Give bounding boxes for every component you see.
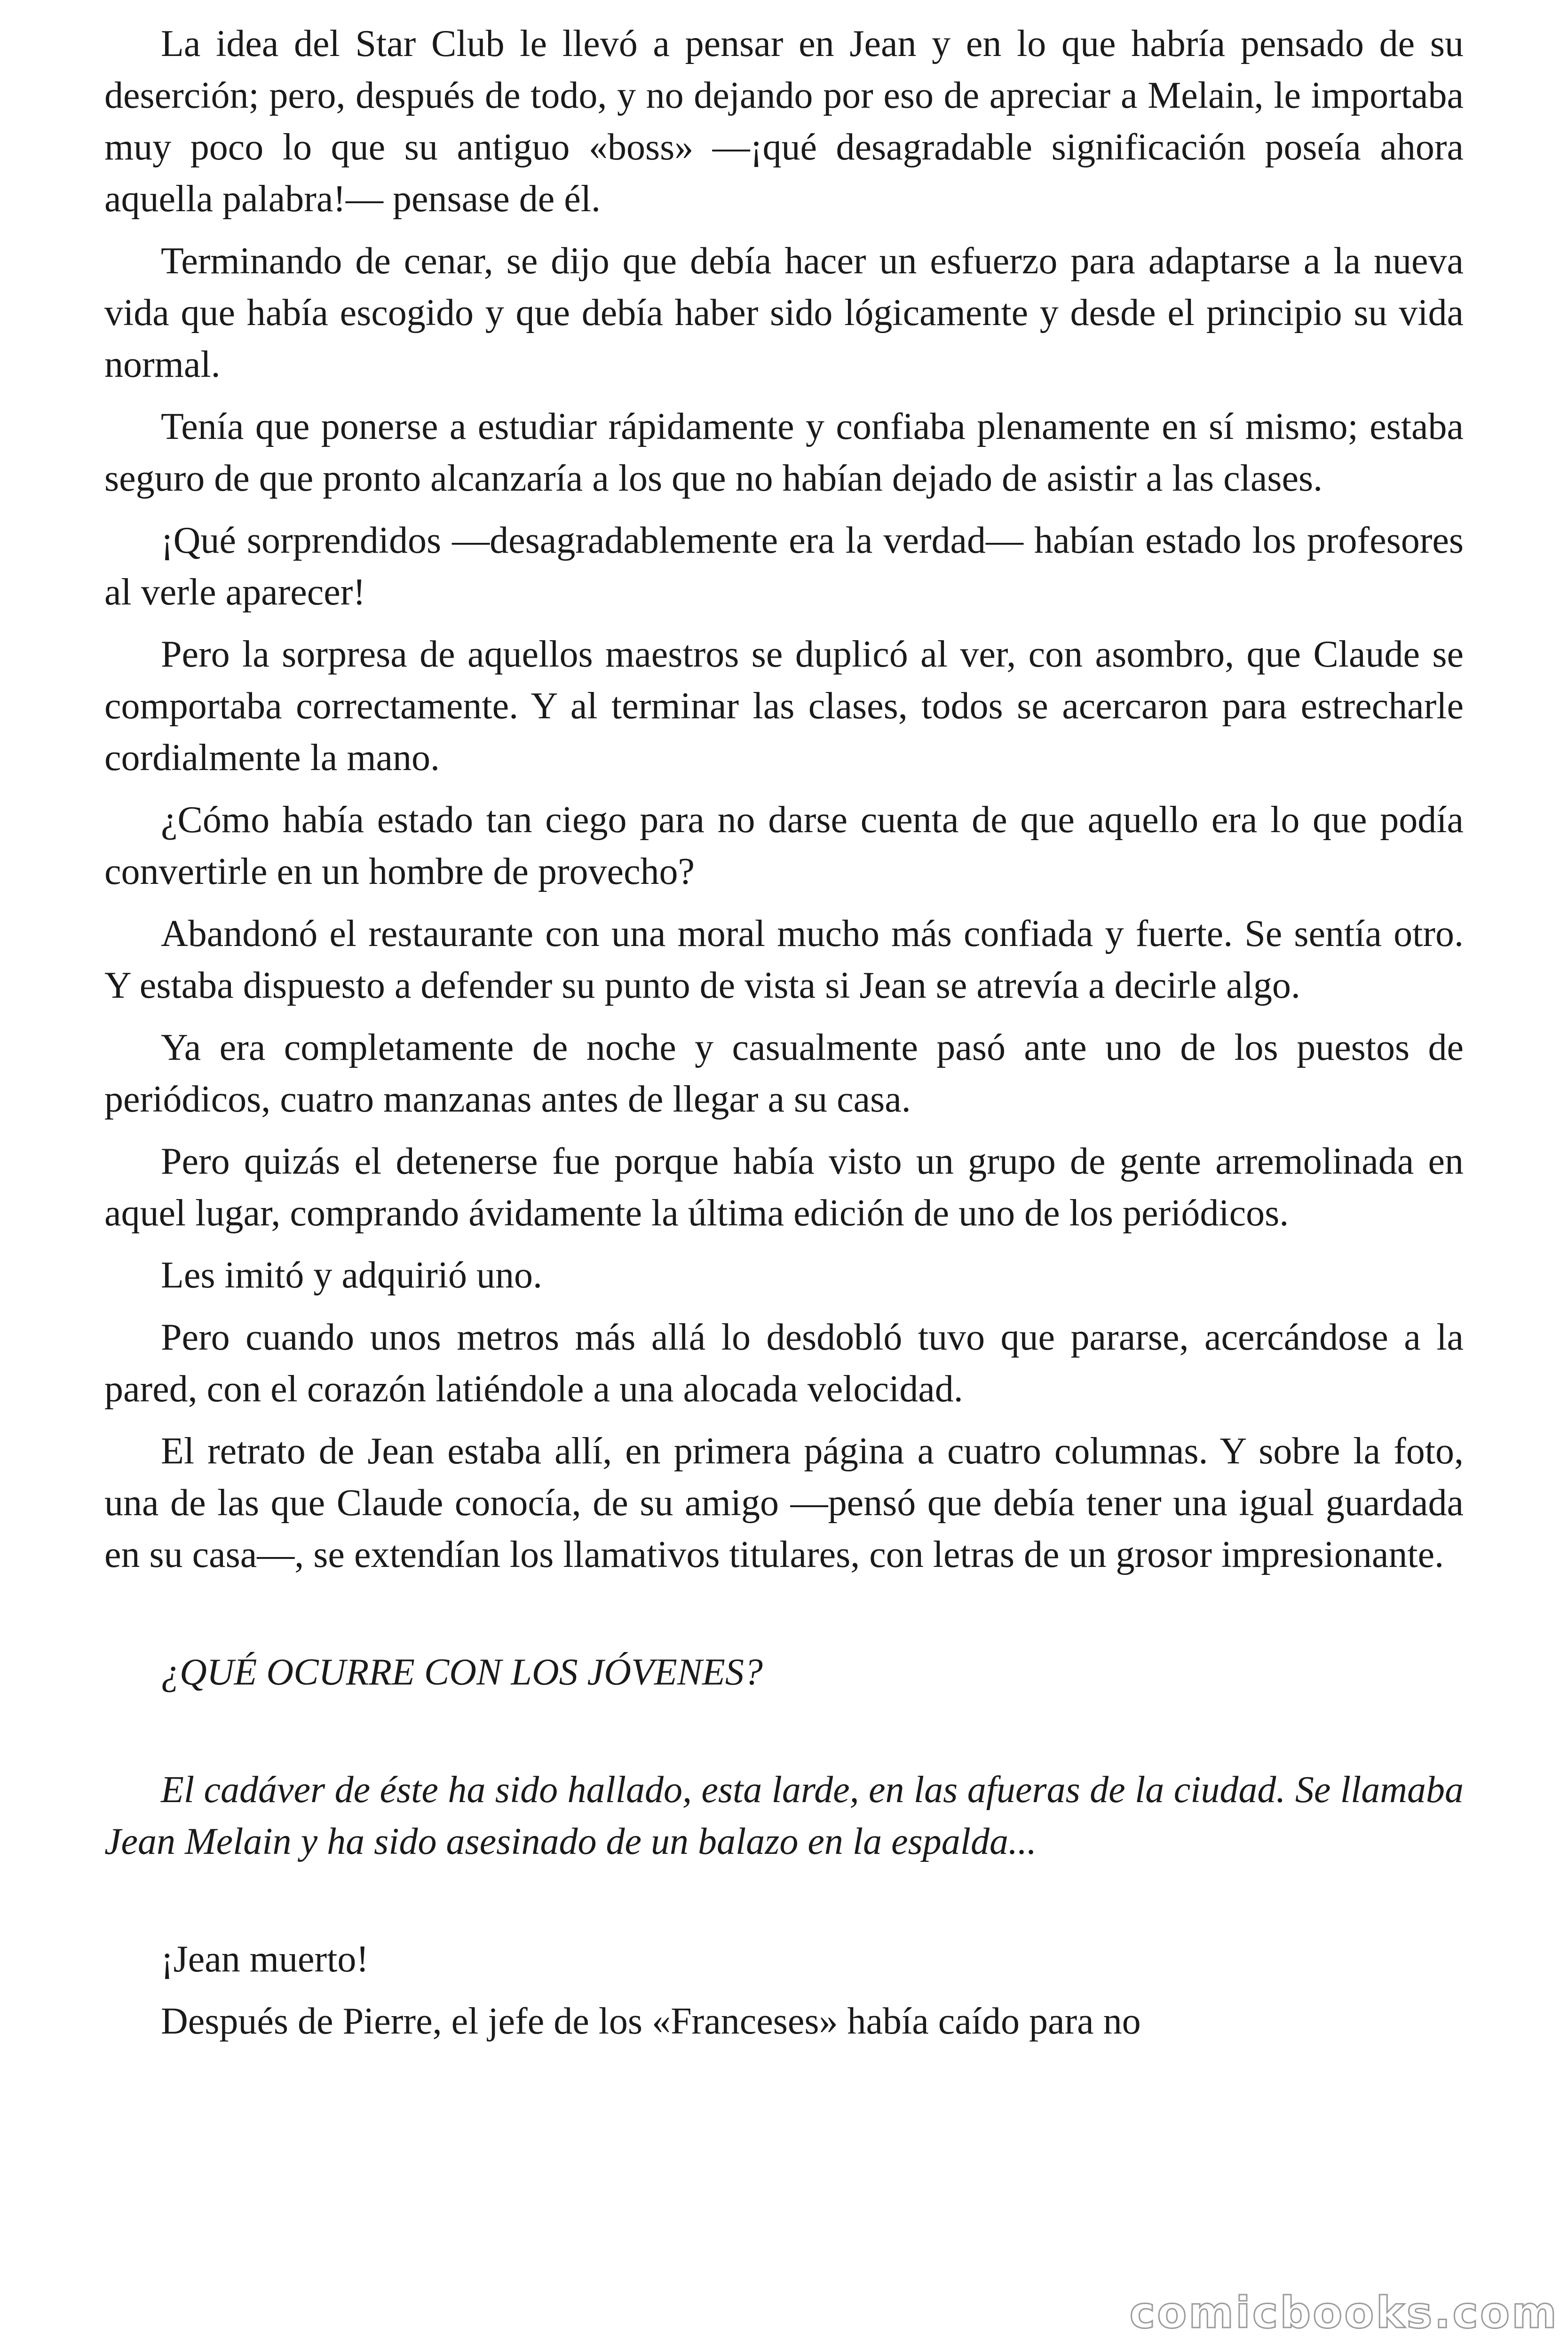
page-bottom-edge <box>0 2345 1568 2352</box>
closing-line-1: ¡Jean muerto! <box>161 1939 369 1980</box>
newspaper-text: El cadáver de éste ha sido hallado, esta larde, en las afueras de la ciudad. Se llamaba Jean Melain y ha sido asesinado de un balazo en la espalda... <box>104 1769 1464 1862</box>
paragraph-2: Terminando de cenar, se dijo que debía hacer un esfuerzo para adaptarse a la nueva vida que había escogido y que debía haber sido lógicamente y desde el principio su vida normal. <box>104 240 1464 385</box>
watermark-logo: comicbooks.com <box>1129 2288 1559 2338</box>
paragraph-10: Les imitó y adquirió uno. <box>161 1255 543 1296</box>
paragraph-11: Pero cuando unos metros más allá lo desdobló tuvo que pararse, acercándose a la pared, con el corazón latiéndole a una alocada velocidad. <box>104 1317 1464 1410</box>
paragraph-6: ¿Cómo había estado tan ciego para no darse cuenta de que aquello era lo que podía convertirle en un hombre de provecho? <box>104 799 1464 892</box>
closing-line-2: Después de Pierre, el jefe de los «Franceses» había caído para no <box>161 2001 1141 2042</box>
paragraph-1: La idea del Star Club le llevó a pensar en Jean y en lo que habría pensado de su deserción; pero, después de todo, y no dejando por eso de apreciar a Melain, le importaba muy poco lo que su antiguo «boss» —¡qué desagradable significación poseía ahora aquella palabra!— pensase de él. <box>104 23 1464 220</box>
newspaper-headline: ¿QUÉ OCURRE CON LOS JÓVENES? <box>161 1652 763 1693</box>
paragraph-7: Abandonó el restaurante con una moral mucho más confiada y fuerte. Se sentía otro. Y estaba dispuesto a defender su punto de vista si Jean se atrevía a decirle algo. <box>104 913 1464 1006</box>
paragraph-3: Tenía que ponerse a estudiar rápidamente y confiaba plenamente en sí mismo; estaba seguro de que pronto alcanzaría a los que no habían dejado de asistir a las clases. <box>104 406 1464 499</box>
paragraph-9: Pero quizás el detenerse fue porque había visto un grupo de gente arremolinada en aquel lugar, comprando ávidamente la última edición de uno de los periódicos. <box>104 1141 1464 1234</box>
paragraph-8: Ya era completamente de noche y casualmente pasó ante uno de los puestos de periódicos, cuatro manzanas antes de llegar a su casa. <box>104 1027 1464 1120</box>
page-body <box>104 18 1464 2058</box>
paragraph-4: ¡Qué sorprendidos —desagradablemente era la verdad— habían estado los profesores al verle aparecer! <box>104 520 1464 613</box>
paragraph-5: Pero la sorpresa de aquellos maestros se duplicó al ver, con asombro, que Claude se comportaba correctamente. Y al terminar las clases, todos se acercaron para estrecharle cordialmente la mano. <box>104 634 1464 779</box>
paragraph-12: El retrato de Jean estaba allí, en primera página a cuatro columnas. Y sobre la foto, una de las que Claude conocía, de su amigo —pensó que debía tener una igual guardada en su casa—, se extendían los llamativos titulares, con letras de un grosor impresionante. <box>104 1430 1464 1575</box>
